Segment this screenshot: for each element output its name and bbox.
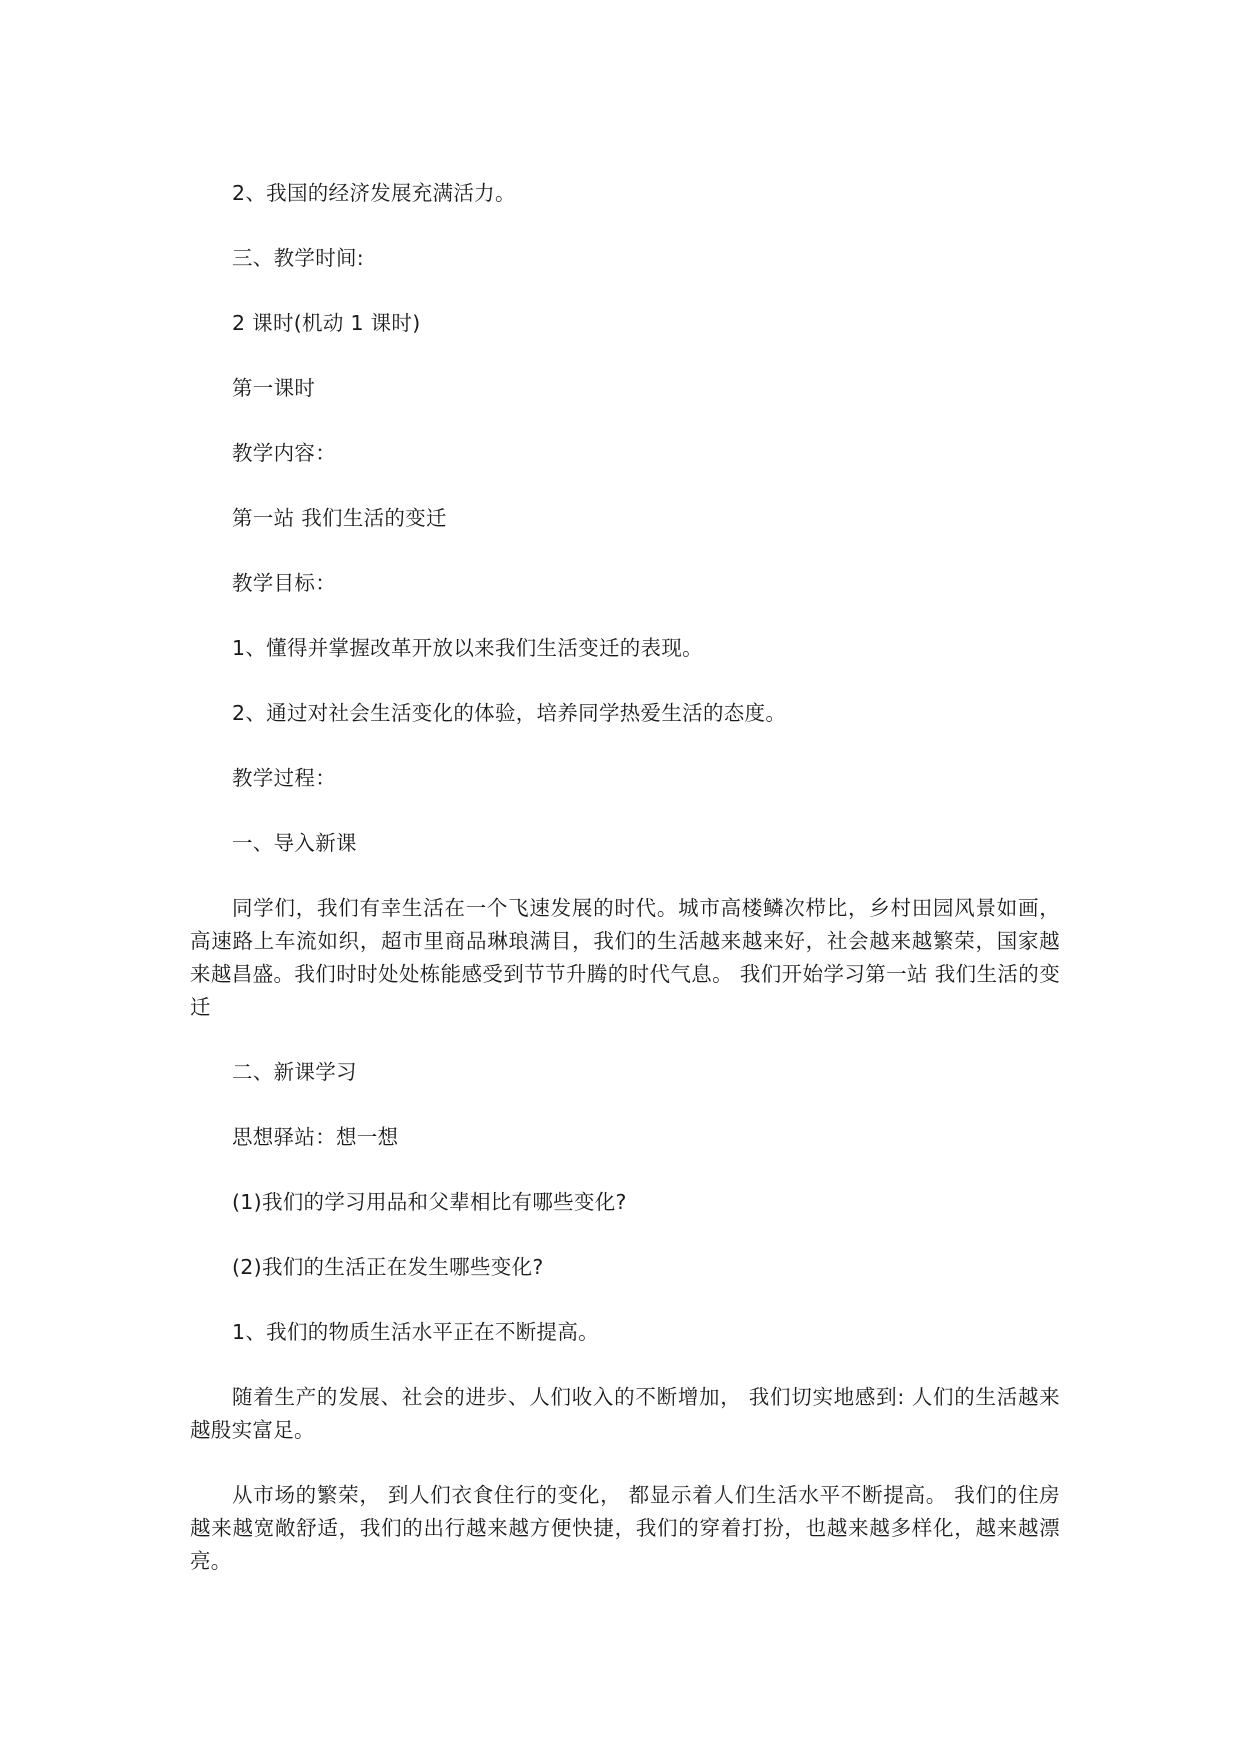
paragraph: 随着生产的发展、社会的进步、人们收入的不断增加， 我们切实地感到: 人们的生活越来越殷实富足。 <box>190 1385 1060 1442</box>
section-heading: 一、导入新课 <box>232 831 357 855</box>
paragraph: 2 课时(机动 1 课时) <box>232 311 421 335</box>
lesson-heading: 第一课时 <box>232 376 316 400</box>
paragraph: 第一站 我们生活的变迁 <box>232 506 447 530</box>
question: (2)我们的生活正在发生哪些变化? <box>232 1255 544 1279</box>
paragraph: 2、通过对社会生活变化的体验，培养同学热爱生活的态度。 <box>232 701 787 725</box>
subheading: 教学内容： <box>232 441 336 465</box>
subheading: 教学过程： <box>232 766 336 790</box>
paragraph: 思想驿站：想一想 <box>232 1125 399 1149</box>
subheading: 教学目标： <box>232 571 336 595</box>
paragraph: 2、我国的经济发展充满活力。 <box>232 181 516 205</box>
paragraph: 1、我们的物质生活水平正在不断提高。 <box>232 1320 599 1344</box>
question: (1)我们的学习用品和父辈相比有哪些变化? <box>232 1190 627 1214</box>
document-body <box>190 177 1060 1610</box>
section-heading: 二、新课学习 <box>232 1060 357 1084</box>
paragraph: 同学们，我们有幸生活在一个飞速发展的时代。城市高楼鳞次栉比，乡村田园风景如画，高速路上车流如织，超市里商品琳琅满目，我们的生活越来越来好，社会越来越繁荣，国家越来越昌盛。我们时时处处栋能感受到节节升腾的时代气息。 我们开始学习第一站 我们生活的变迁 <box>190 896 1060 1019</box>
paragraph: 1、懂得并掌握改革开放以来我们生活变迁的表现。 <box>232 636 703 660</box>
paragraph: 从市场的繁荣， 到人们衣食住行的变化， 都显示着人们生活水平不断提高。 我们的住房越来越宽敞舒适，我们的出行越来越方便快捷，我们的穿着打扮，也越来越多样化，越来越漂亮。 <box>190 1483 1060 1573</box>
section-heading: 三、教学时间: <box>232 246 365 270</box>
